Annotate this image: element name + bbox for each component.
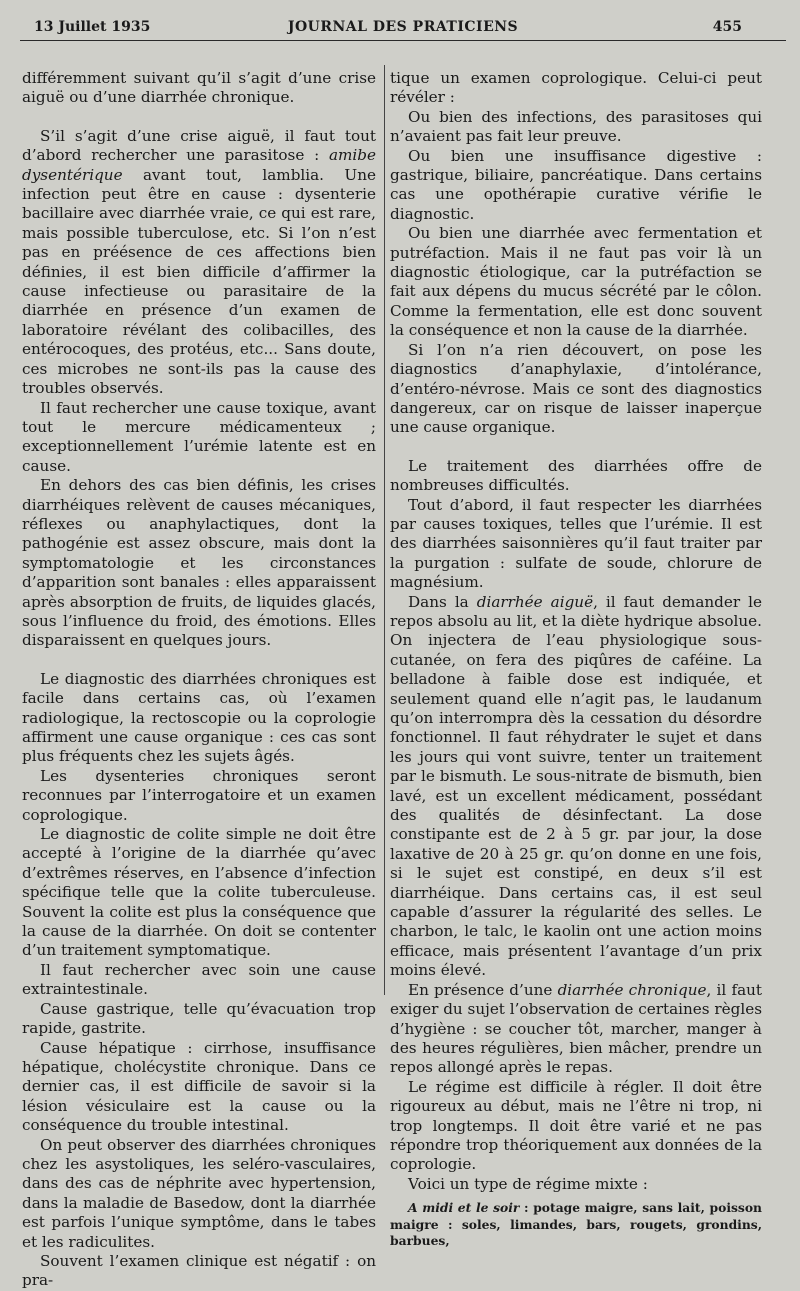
text-run: avant tout, lamblia. Une infection peut être en cause : dysenterie bacillaire avec diarrhée vraie, ce qui est rare, mais possible tuberculose, etc. Si l’on n’est pas en préésence de ces affections bien définies, il est bien difficile d’affirmer la cause infectieuse ou parasitaire de la diarrhée en présence d’un examen de laboratoire révélant des colibacilles, des entérocoques, des protéus, etc... Sans doute, ces microbes ne sont-ils pas la cause des troubles observés.: [22, 165, 376, 398]
paragraph: Souvent l’examen clinique est négatif : on pra-: [22, 1251, 376, 1290]
right-column: [390, 69, 762, 1250]
paragraph: Le traitement des diarrhées offre de nombreuses difficultés.: [390, 456, 762, 495]
paragraph: [390, 981, 762, 1078]
text-run: En présence d’une: [408, 980, 558, 999]
paragraph: Voici un type de régime mixte :: [408, 1174, 648, 1193]
emphasis-text: diarrhée chronique: [557, 980, 707, 999]
diet-paragraph: [390, 1200, 762, 1250]
paragraph: Si l’on n’a rien découvert, on pose les diagnostics d’anaphylaxie, d’intolérance, d’entéro-névrose. Mais ce sont des diagnostics dangereux, car on risque de laisser inaperçue une cause organique.: [390, 340, 762, 437]
paragraph: [390, 593, 762, 981]
column-divider: [384, 65, 385, 995]
page-number: 455: [712, 19, 742, 35]
issue-date: 13 Juillet 1935: [34, 19, 151, 35]
paragraph: Le diagnostic de colite simple ne doit être accepté à l’origine de la diarrhée qu’avec d’extrêmes réserves, en l’absence d’infection spécifique telle que la colite tuberculeuse. Souvent la colite est plus la conséquence que la cause de la diarrhée. On doit se contenter d’un traitement symptomatique.: [22, 825, 376, 960]
page-header: [20, 14, 786, 41]
paragraph: Cause gastrique, telle qu’évacuation trop rapide, gastrite.: [22, 999, 376, 1038]
emphasis-text: diarrhée aiguë: [476, 592, 594, 611]
paragraph: Le régime est difficile à régler. Il doit être rigoureux au début, mais ne l’être ni trop, ni trop longtemps. Il doit être varié et ne pas répondre trop théoriquement aux données de la coprologie.: [390, 1077, 762, 1174]
paragraph: Ou bien une diarrhée avec fermentation et putréfaction. Mais il ne faut pas voir là un diagnostic étiologique, car la putréfaction se fait aux dépens du mucus sécrété par le côlon. Comme la fermentation, elle est donc souvent la conséquence et non la cause de la diarrhée.: [390, 224, 762, 340]
text-run: , il faut demander le repos absolu au lit, et la diète hydrique absolue. On injectera de l’eau physiologique sous-cutanée, on fera des piqûres de caféine. La belladone à faible dose est indiquée, et seulement quand elle n’agit pas, le laudanum qu’on interrompra dès la cessation du désordre fonctionnel. Il faut réhydrater le sujet et dans les jours qui vont suivre, tenter un traitement par le bismuth. Le sous-nitrate de bismuth, bien lavé, est un excellent médicament, possédant des qualités de désinfectant. La dose constipante est de 2 à 5 gr. par jour, la dose laxative de 20 à 25 gr. qu’on donne en une fois, si le sujet est constipé, en deux s’il est diarrhéique. Dans certains cas, il est seul capable d’assurer la régularité des selles. Le charbon, le talc, le kaolin ont une action moins efficace, mais présentent l’avantage d’un prix moins élevé.: [390, 592, 762, 980]
paragraph: Le diagnostic des diarrhées chroniques est facile dans certains cas, où l’examen radiologique, la rectoscopie ou la coprologie affirment une cause organique : ces cas sont plus fréquents chez les sujets âgés.: [22, 669, 376, 766]
left-column: [22, 69, 376, 1291]
paragraph: Ou bien une insuffisance digestive : gastrique, biliaire, pancréatique. Dans certains cas une opothérapie curative vérifie le diagnostic.: [390, 146, 762, 223]
paragraph: Les dysenteries chroniques seront reconnues par l’interrogatoire et un examen coprologique.: [22, 766, 376, 824]
journal-title: JOURNAL DES PRATICIENS: [287, 19, 519, 35]
paragraph: différemment suivant qu’il s’agit d’une crise aiguë ou d’une diarrhée chronique.: [22, 69, 376, 107]
paragraph: Il faut rechercher une cause toxique, avant tout le mercure médicamenteux ; exceptionnellement l’urémie latente est en cause.: [22, 398, 376, 475]
paragraph: Cause hépatique : cirrhose, insuffisance hépatique, cholécystite chronique. Dans ce dernier cas, il est difficile de savoir si la lésion vésiculaire est la cause ou la conséquence du trouble intestinal.: [22, 1038, 376, 1135]
text-run: , il faut exiger du sujet l’observation de certaines règles d’hygiène : se coucher tôt, marcher, manger à des heures régulières, bien mâcher, prendre un repos allongé après le repas.: [390, 980, 763, 1077]
paragraph: On peut observer des diarrhées chroniques chez les asystoliques, les seléro-vasculaires, dans des cas de néphrite avec hypertension, dans la maladie de Basedow, dont la diarrhée est parfois l’unique symptôme, dans le tabes et les radiculites.: [22, 1135, 376, 1251]
text-run: S’il s’agit d’une crise aiguë, il faut tout d’abord rechercher une parasitose :: [22, 126, 376, 165]
paragraph: Tout d’abord, il faut respecter les diarrhées par causes toxiques, telles que l’urémie. Il est des diarrhées saisonnières qu’il faut traiter par la purgation : sulfate de soude, chlorure de magnésium.: [390, 495, 762, 592]
paragraph: tique un examen coprologique. Celui-ci peut révéler :: [390, 69, 762, 107]
paragraph: [22, 127, 376, 399]
diet-lead: A midi et le soir: [408, 1200, 520, 1216]
emphasis-text: amibe dysentérique: [22, 146, 376, 184]
paragraph: Ou bien des infections, des parasitoses qui n’avaient pas fait leur preuve.: [390, 107, 762, 146]
paragraph: Il faut rechercher avec soin une cause extraintestinale.: [22, 960, 376, 999]
paragraph: En dehors des cas bien définis, les crises diarrhéiques relèvent de causes mécaniques, réflexes ou anaphylactiques, dont la pathogénie est assez obscure, mais dont la symptomatologie et les circonstances d’apparition sont banales : elles apparaissent après absorption de fruits, de liquides glacés, sous l’influence du froid, des émotions. Elles disparaissent en quelques jours.: [22, 476, 376, 650]
text-run: Dans la: [408, 592, 477, 611]
text-run: : potage maigre, sans lait, poisson maigre : soles, limandes, bars, rougets, grondins, barbues,: [390, 1200, 762, 1249]
